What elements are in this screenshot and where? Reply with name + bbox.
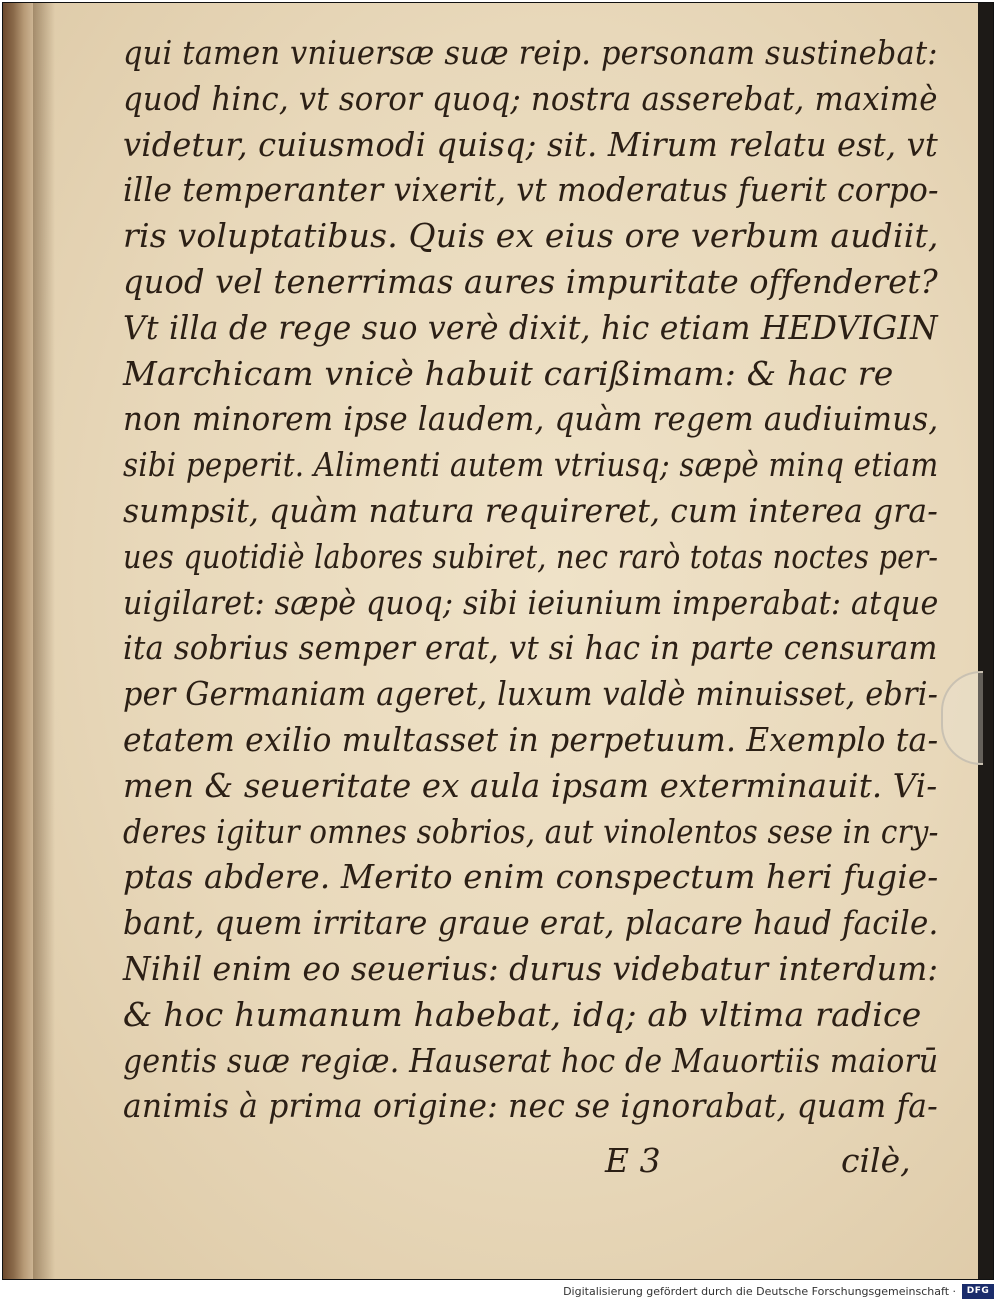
text-line: uigilaret: sæpè quoq; sibi ieiunium imperabat: atque	[123, 582, 939, 622]
dfg-logo: DFG	[962, 1284, 994, 1299]
text-line: men & seueritate ex aula ipsam exterminauit. Vi-	[123, 765, 938, 805]
text-line: & hoc humanum habebat, idq; ab vltima radice	[123, 994, 922, 1034]
text-line: sibi peperit. Alimenti autem vtriusq; sæpè minq etiam	[123, 445, 939, 485]
text-line: Marchicam vnicè habuit carißimam: & hac re	[123, 353, 894, 393]
text-line: Nihil enim eo seuerius: durus videbatur interdum:	[123, 949, 939, 988]
text-line: ille temperanter vixerit, vt moderatus fuerit corpo-	[123, 170, 939, 210]
text-line: gentis suæ regiæ. Hauserat hoc de Mauortiis maiorū	[123, 1040, 939, 1080]
text-line: etatem exilio multasset in perpetuum. Exemplo ta-	[123, 720, 939, 759]
text-line: deres igitur omnes sobrios, aut vinolentos sese in cry-	[123, 811, 939, 851]
signature-mark: E 3	[605, 1141, 661, 1180]
page-foot-row	[123, 1141, 943, 1185]
text-line: ita sobrius semper erat, vt si hac in parte censuram	[123, 628, 938, 668]
page-gutter-shadow	[33, 3, 55, 1279]
footer-bar	[0, 1282, 1000, 1304]
text-line: qui tamen vniuersæ suæ reip. personam sustinebat:	[123, 33, 938, 72]
text-line: non minorem ipse laudem, quàm regem audiuimus,	[123, 399, 939, 439]
text-line: ues quotidiè labores subiret, nec rarò totas noctes per-	[123, 536, 939, 576]
text-line: Vt illa de rege suo verè dixit, hic etiam HEDVIGIN	[123, 307, 938, 347]
scan-frame	[2, 2, 994, 1280]
text-line: quod hinc, vt soror quoq; nostra asserebat, maximè	[123, 78, 938, 118]
catchword: cilè,	[841, 1141, 911, 1180]
text-line: quod vel tenerrimas aures impuritate offenderet?	[123, 262, 938, 301]
text-line: ptas abdere. Merito enim conspectum heri fugie-	[123, 857, 939, 897]
text-line: bant, quem irritare graue erat, placare haud facile.	[123, 903, 939, 943]
book-binding	[3, 3, 33, 1279]
text-line: sumpsit, quàm natura requireret, cum interea gra-	[123, 491, 939, 530]
text-line: per Germaniam ageret, luxum valdè minuisset, ebri-	[123, 674, 939, 714]
funding-credit: Digitalisierung gefördert durch die Deutsche Forschungsgemeinschaft ·	[563, 1285, 956, 1298]
page-right-margin	[978, 3, 993, 1279]
text-line: videtur, cuiusmodi quisq; sit. Mirum relatu est, vt	[123, 124, 938, 164]
text-line: animis à prima origine: nec se ignorabat, quam fa-	[123, 1086, 938, 1126]
text-line: ris voluptatibus. Quis ex eius ore verbum audiit,	[123, 216, 939, 256]
